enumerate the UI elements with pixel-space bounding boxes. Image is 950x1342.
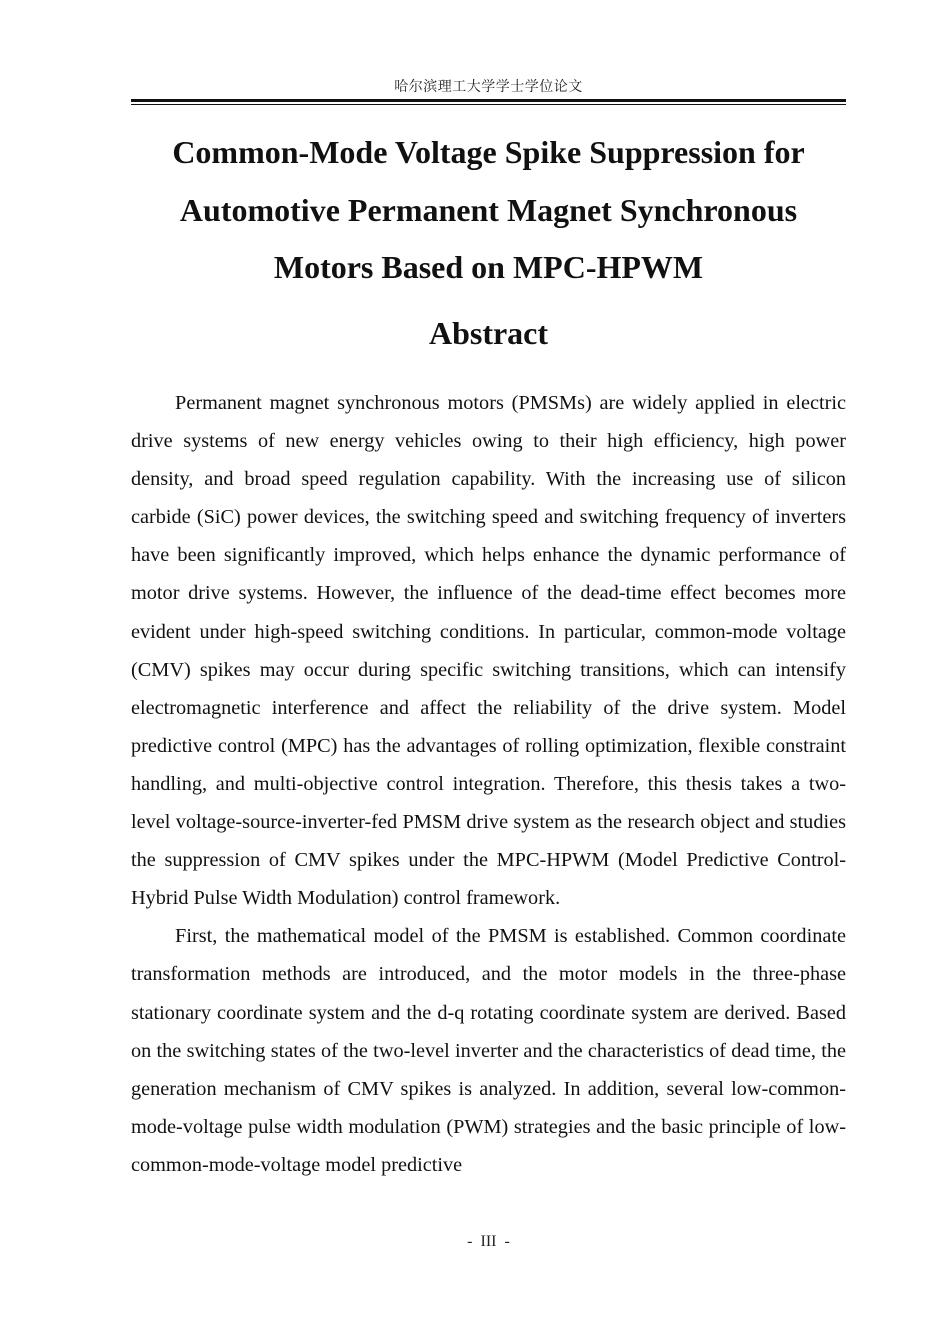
thesis-title xyxy=(131,124,846,297)
title-line-2: Automotive Permanent Magnet Synchronous xyxy=(179,191,798,228)
abstract-paragraph-2: First, the mathematical model of the PMSM is established. Common coordinate transformation methods are introduced, and the motor models in the three-phase stationary coordinate system and the d-q rotating coordinate system are derived. Based on the switching states of the two-level inverter and the characteristics of dead time, the generation mechanism of CMV spikes is analyzed. In addition, several low-common-mode-voltage pulse width modulation (PWM) strategies and the basic principle of low-common-mode-voltage model predictive xyxy=(131,925,846,1176)
abstract-heading: Abstract xyxy=(428,315,549,351)
abstract-paragraph-1: Permanent magnet synchronous motors (PMSMs) are widely applied in electric drive systems of new energy vehicles owing to their high efficiency, high power density, and broad speed regulation capability. With the increasing use of silicon carbide (SiC) power devices, the switching speed and switching frequency of inverters have been significantly improved, which helps enhance the dynamic performance of motor drive systems. However, the influence of the dead-time effect becomes more evident under high-speed switching conditions. In particular, common-mode voltage (CMV) spikes may occur during specific switching transitions, which can intensify electromagnetic interference and affect the reliability of the drive system. Model predictive control (MPC) has the advantages of rolling optimization, flexible constraint handling, and multi-objective control integration. Therefore, this thesis takes a two-level voltage-source-inverter-fed PMSM drive system as the research object and studies the suppression of CMV spikes under the MPC-HPWM (Model Predictive Control-Hybrid Pulse Width Modulation) control framework. xyxy=(131,392,846,910)
title-line-3: Motors Based on MPC-HPWM xyxy=(273,249,704,285)
abstract-body xyxy=(131,384,846,1184)
page-number: - III - xyxy=(467,1233,510,1250)
running-header: 哈尔滨理工大学学士学位论文 xyxy=(394,79,583,95)
header-rule-thick xyxy=(131,99,846,102)
title-line-1: Common-Mode Voltage Spike Suppression for xyxy=(172,134,805,170)
header-rule-thin xyxy=(131,104,846,105)
